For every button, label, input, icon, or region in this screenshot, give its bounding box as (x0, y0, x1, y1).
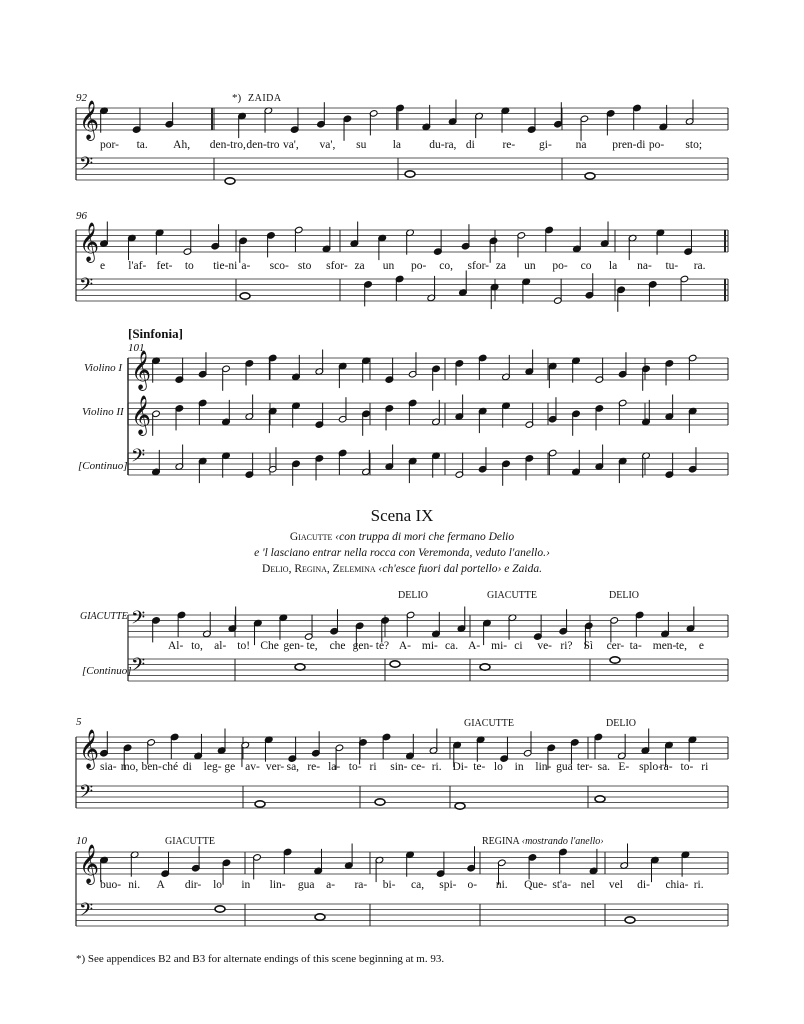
lyric-syllable: to- (348, 761, 362, 773)
lyric-syllable: cer- (606, 640, 625, 652)
measure-number: 96 (76, 210, 87, 222)
lyric-syllable: lin- (535, 761, 552, 773)
bass-clef-icon: 𝄢 (79, 275, 94, 300)
lyric-syllable: ta. (136, 139, 148, 151)
lyric-syllable: re- (307, 761, 321, 773)
part-label: GIACUTTE (80, 611, 128, 622)
lyric-syllable: che (329, 640, 346, 652)
lyric-syllable: st'a- (552, 879, 572, 891)
lyric-syllable: un (382, 260, 395, 272)
part-label: Violino I (84, 362, 122, 374)
character-name (482, 836, 604, 847)
lyric-syllable: pren-di (612, 139, 646, 151)
footnote-marker: *) (232, 92, 242, 104)
direction-text: ‹con truppa di mori che fermano Delio (335, 531, 515, 543)
bass-clef-icon: 𝄢 (131, 655, 146, 680)
lyric-syllable: Ah, (173, 139, 191, 151)
character-names: Delio, Regina, Zelemina (262, 563, 376, 575)
lyric-syllable: sin- (390, 761, 408, 773)
lyric-syllable: ce- (411, 761, 426, 773)
treble-clef-icon: 𝄞 (131, 395, 152, 435)
lyric-syllable: ta- (629, 640, 642, 652)
lyric-syllable: la (392, 139, 402, 151)
character-name: DELIO (398, 590, 428, 601)
lyric-syllable: chia- (665, 879, 689, 891)
section-title: [Sinfonia] (128, 326, 183, 341)
lyric-syllable: A (156, 879, 165, 891)
lyric-syllable: co (580, 260, 592, 272)
bass-clef-icon: 𝄢 (131, 446, 146, 471)
lyric-syllable: mo, (120, 761, 139, 773)
lyric-syllable: dir- (184, 879, 202, 891)
lyric-syllable: sfor- (467, 260, 490, 272)
treble-clef-icon: 𝄞 (131, 350, 152, 390)
lyric-syllable: ve- (537, 640, 553, 652)
treble-clef-icon: 𝄞 (79, 844, 100, 884)
lyric-syllable: gua (297, 879, 315, 891)
part-label: [Continuo] (78, 460, 128, 472)
lyric-syllable: sto (297, 260, 312, 272)
lyric-syllable: za (354, 260, 365, 272)
lyric-syllable: na (575, 139, 587, 151)
direction-text: ‹ch'esce fuori dal portello› e Zaida. (378, 563, 542, 575)
lyric-syllable: sa, (286, 761, 300, 773)
lyric-syllable: buo- (100, 879, 122, 891)
lyric-syllable: ri (701, 761, 709, 773)
lyric-syllable: va', (319, 139, 336, 151)
lyric-syllable: tu- (665, 260, 679, 272)
footnote: *) See appendices B2 and B3 for alternate endings of this scene beginning at m. 93. (76, 953, 445, 965)
bass-clef-icon: 𝄢 (131, 608, 146, 633)
lyric-syllable: za (495, 260, 507, 272)
part-label: Violino II (82, 406, 124, 418)
lyric-syllable: un (524, 260, 536, 272)
lyric-syllable: ni. (495, 879, 508, 891)
treble-clef-icon: 𝄞 (79, 222, 100, 262)
character-name: DELIO (606, 718, 636, 729)
whole-note (240, 293, 250, 299)
lyric-syllable: A- (468, 640, 481, 652)
lyric-syllable: ra- (354, 879, 368, 891)
treble-clef-icon: 𝄞 (79, 100, 100, 140)
whole-note (595, 796, 605, 802)
lyric-syllable: in (514, 761, 524, 773)
lyric-syllable: su (356, 139, 367, 151)
lyric-syllable: la (608, 260, 618, 272)
lyric-syllable: bi- (382, 879, 396, 891)
lyric-syllable: di (182, 761, 192, 773)
lyric-syllable: Que- (524, 879, 548, 891)
lyric-syllable: na- (637, 260, 652, 272)
lyric-syllable: sfor- (326, 260, 348, 272)
measure-number: 92 (76, 92, 87, 104)
lyric-syllable: ter- (576, 761, 593, 773)
lyric-syllable: to! (237, 640, 251, 652)
character-name: GIACUTTE (487, 590, 537, 601)
lyric-syllable: ca, (411, 879, 425, 891)
lyric-syllable: ben- (141, 761, 162, 773)
scene-title: Scena IX (370, 506, 434, 525)
whole-note (295, 664, 305, 670)
lyric-syllable: ra. (693, 260, 706, 272)
lyric-syllable: ra- (659, 761, 673, 773)
measure-number: 10 (76, 835, 87, 847)
character-name: REGINA (482, 836, 520, 847)
stage-direction (0, 563, 804, 575)
lyric-syllable: ri? (560, 640, 573, 652)
lyric-syllable: lin- (269, 879, 286, 891)
lyric-syllable: lo (213, 879, 223, 891)
lyric-syllable: Al- (168, 640, 184, 652)
lyric-syllable: Che (260, 640, 279, 652)
lyric-syllable: te, (675, 640, 688, 652)
lyric-syllable: den-tro (246, 139, 280, 151)
lyric-syllable: l'af- (128, 260, 147, 272)
lyric-syllable: sa. (597, 761, 611, 773)
lyric-syllable: ge (224, 761, 236, 773)
lyric-syllable: spi- (439, 879, 457, 891)
whole-note (625, 917, 635, 923)
lyric-syllable: leg- (203, 761, 222, 773)
whole-note (405, 171, 415, 177)
part-label: [Continuo] (82, 665, 132, 677)
character-name: Giacutte (289, 531, 333, 543)
lyric-syllable: sco- (269, 260, 289, 272)
lyric-syllable: Sì (583, 640, 594, 652)
lyric-syllable: ci (514, 640, 523, 652)
lyric-syllable: di (465, 139, 475, 151)
lyric-syllable: po- (648, 139, 665, 151)
lyric-syllable: mi- (491, 640, 508, 652)
lyric-syllable: al- (214, 640, 227, 652)
lyric-syllable: po- (411, 260, 427, 272)
lyric-syllable: E- (618, 761, 630, 773)
lyric-syllable: sia- (100, 761, 117, 773)
whole-note (480, 664, 490, 670)
lyric-syllable: te- (473, 761, 486, 773)
lyric-syllable: av- (245, 761, 260, 773)
character-name: DELIO (609, 590, 639, 601)
measure-number: 5 (76, 716, 82, 728)
lyric-syllable: to, (191, 640, 203, 652)
whole-note (255, 801, 265, 807)
character-name: ZAIDA (248, 93, 282, 104)
lyric-syllable: vel (608, 879, 623, 891)
lyric-syllable: gi- (539, 139, 552, 151)
lyric-syllable: mi- (421, 640, 438, 652)
lyric-syllable: a- (326, 879, 336, 891)
lyric-syllable: ver- (265, 761, 285, 773)
lyric-syllable: gen- (352, 640, 374, 652)
lyric-syllable: tie-ni (213, 260, 238, 272)
lyric-syllable: re- (502, 139, 516, 151)
lyric-syllable: men- (652, 640, 677, 652)
treble-clef-icon: 𝄞 (79, 729, 100, 769)
character-name: GIACUTTE (464, 718, 514, 729)
lyric-syllable: por- (100, 139, 119, 151)
lyric-syllable: o- (467, 879, 478, 891)
lyric-syllable: Di- (452, 761, 468, 773)
lyric-syllable: la- (328, 761, 341, 773)
stage-direction (0, 531, 804, 543)
lyric-syllable: di- (637, 879, 650, 891)
whole-note (455, 803, 465, 809)
bass-clef-icon: 𝄢 (79, 782, 94, 807)
lyric-syllable: ché (162, 761, 179, 773)
whole-note (610, 657, 620, 663)
measure-number: 101 (128, 342, 145, 354)
lyric-syllable: sto; (685, 139, 703, 151)
lyric-syllable: te, (306, 640, 318, 652)
lyric-syllable: co, (439, 260, 453, 272)
whole-note (375, 799, 385, 805)
lyric-syllable: te? (375, 640, 390, 652)
bass-clef-icon: 𝄢 (79, 154, 94, 179)
lyric-syllable: ni. (128, 879, 141, 891)
lyric-syllable: gua (556, 761, 573, 773)
lyric-syllable: den-tro, (209, 139, 246, 151)
lyric-syllable: du-ra, (429, 139, 457, 151)
stage-direction: e 'l lasciano entrar nella rocca con Veremonda, veduto l'anello.› (254, 547, 550, 559)
lyric-syllable: po- (552, 260, 568, 272)
whole-note (315, 914, 325, 920)
whole-note (225, 178, 235, 184)
whole-note (215, 906, 225, 912)
lyric-syllable: to (184, 260, 194, 272)
direction-text: ‹mostrando l'anello› (521, 836, 604, 847)
lyric-syllable: a- (241, 260, 251, 272)
character-name: GIACUTTE (165, 836, 215, 847)
lyric-syllable: nel (580, 879, 595, 891)
lyric-syllable: ri (369, 761, 377, 773)
lyric-syllable: gen- (283, 640, 304, 652)
lyric-syllable: ca. (445, 640, 459, 652)
lyric-syllable: e (100, 260, 106, 272)
lyric-syllable: splo- (639, 761, 663, 773)
lyric-syllable: ri. (693, 879, 704, 891)
lyric-syllable: fet- (156, 260, 173, 272)
lyric-syllable: lo (493, 761, 503, 773)
lyric-syllable: ri. (431, 761, 442, 773)
bass-clef-icon: 𝄢 (79, 900, 94, 925)
whole-note (390, 661, 400, 667)
lyric-syllable: e (698, 640, 705, 652)
lyric-syllable: va', (282, 139, 299, 151)
lyric-syllable: in (241, 879, 251, 891)
lyric-syllable: A- (398, 640, 411, 652)
whole-note (585, 173, 595, 179)
lyric-syllable: to- (680, 761, 694, 773)
